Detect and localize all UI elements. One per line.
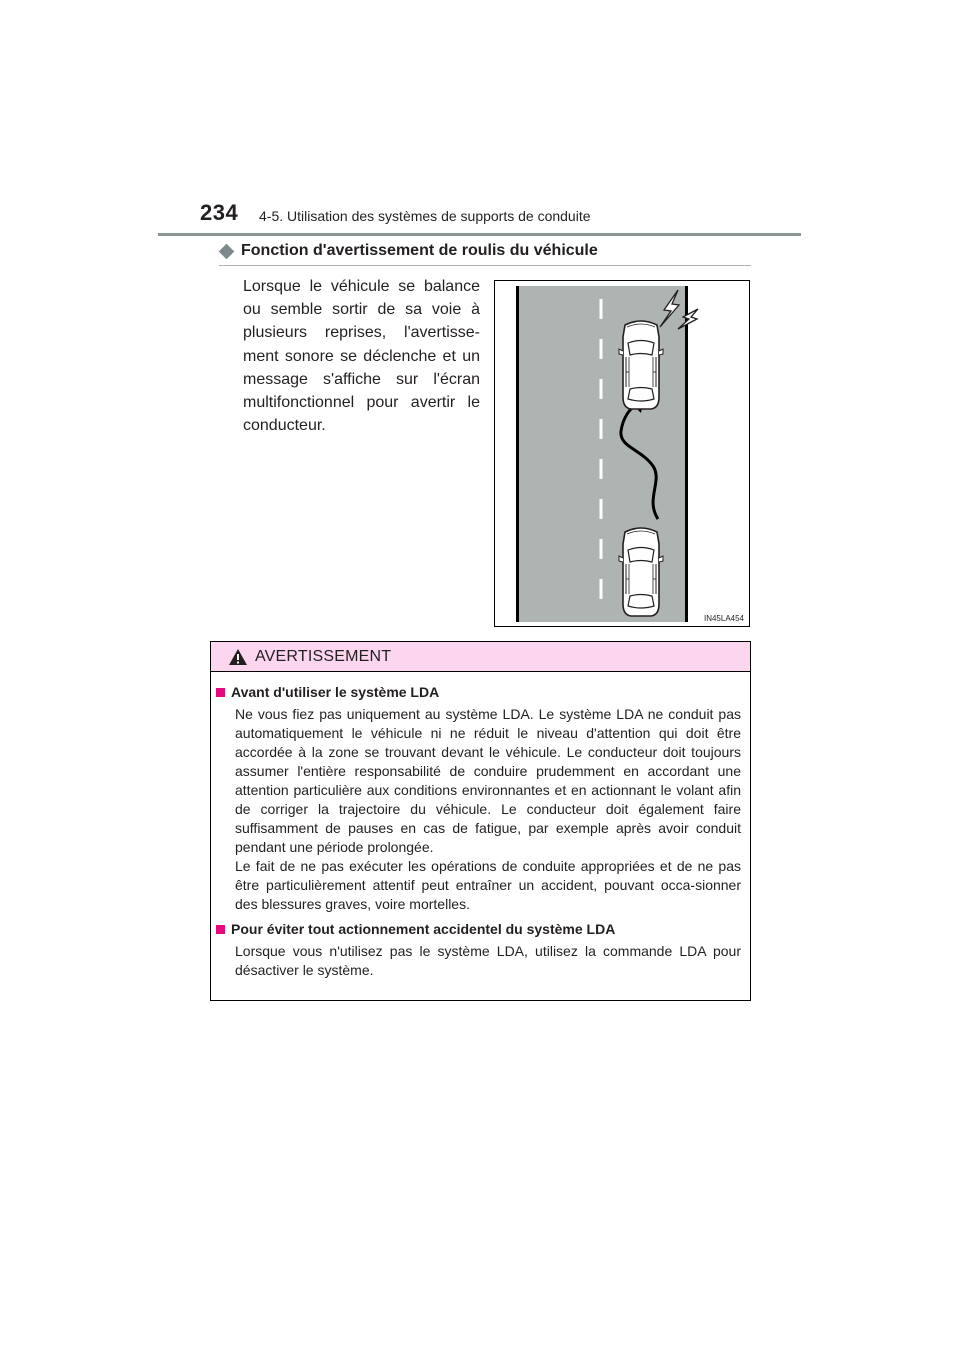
section-heading — [219, 242, 598, 260]
warning-item — [216, 921, 741, 980]
car-icon — [619, 321, 663, 409]
header-divider — [158, 233, 801, 236]
chapter-title: 4-5. Utilisation des systèmes de supports de conduite — [259, 208, 591, 224]
road-surface — [517, 286, 687, 622]
warning-item — [216, 684, 741, 914]
lane-sway-illustration — [494, 280, 750, 627]
car-icon — [619, 528, 663, 616]
section-heading-text: Fonction d'avertissement de roulis du véhicule — [241, 242, 598, 259]
road-diagram — [495, 281, 749, 626]
figure-id: IN45LA454 — [703, 614, 744, 623]
page-number: 234 — [200, 200, 239, 225]
warning-item-heading — [216, 921, 741, 937]
warning-box — [210, 641, 751, 1001]
warning-body — [211, 672, 750, 980]
section-body-text: Lorsque le véhicule se balance ou semble sortir de sa voie à plusieurs reprises, l'avertisse-ment sonore se déclenche et un message s'affiche sur l'écran multifonctionnel pour avertir le conducteur. — [243, 278, 480, 435]
warning-header — [211, 642, 750, 672]
warning-item-text — [235, 705, 741, 914]
square-bullet-icon — [216, 688, 225, 697]
warning-label: AVERTISSEMENT — [255, 647, 392, 665]
section-divider — [219, 265, 751, 266]
warning-paragraph: Ne vous fiez pas uniquement au système LDA. Le système LDA ne conduit pas automatiquement le véhicule ni ne réduit le niveau d'attention qui doit être accordée à la zone se trouvant devant le véhicule. Le conducteur doit toujours assumer l'entière responsabilité de conduire prudemment en accordant une attention particulière aux conditions environnantes et en actionnant le volant afin de corriger la trajectoire du véhicule. Le conducteur doit également faire suffisamment de pauses en cas de fatigue, par exemple après avoir conduit pendant une période prolongée. — [235, 706, 741, 855]
warning-item-heading-text: Avant d'utiliser le système LDA — [231, 684, 440, 700]
square-bullet-icon — [216, 925, 225, 934]
warning-triangle-icon — [228, 648, 248, 666]
warning-paragraph: Lorsque vous n'utilisez pas le système LDA, utilisez la commande LDA pour désactiver le système. — [235, 943, 741, 978]
warning-item-heading — [216, 684, 741, 700]
warning-paragraph: Le fait de ne pas exécuter les opérations de conduite appropriées et de ne pas être particulièrement attentif peut entraîner un accident, pouvant occa-sionner des blessures graves, voire mortelles. — [235, 858, 741, 912]
warning-item-heading-text: Pour éviter tout actionnement accidentel du système LDA — [231, 921, 616, 937]
diamond-bullet-icon — [219, 243, 235, 259]
warning-item-text — [235, 942, 741, 980]
